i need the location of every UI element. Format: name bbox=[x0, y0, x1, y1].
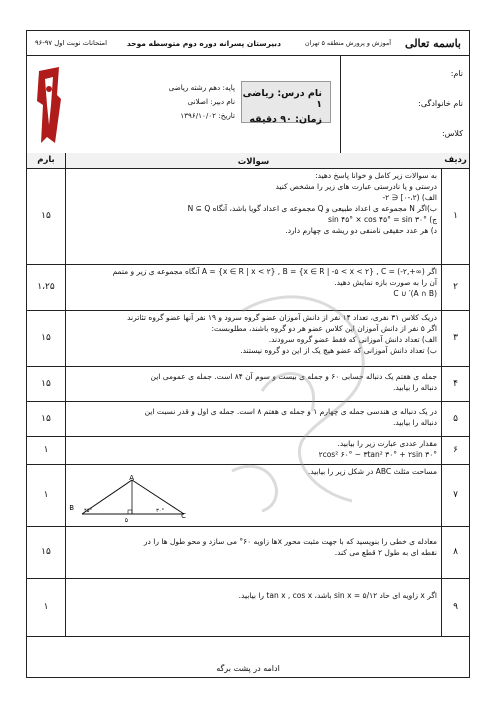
question-number: ۸ bbox=[441, 526, 469, 578]
question-line: د) هر عدد حقیقی نامنفی دو ریشه ی چهارم دارد. bbox=[285, 226, 437, 235]
question-line: دنباله را بیابید. bbox=[392, 383, 437, 392]
school-name: دبیرستان پسرانه دوره دوم متوسطه موحد bbox=[126, 38, 281, 48]
question-score: ۱ bbox=[43, 602, 49, 612]
question-score: ۱۵ bbox=[41, 333, 51, 343]
header-score: بارم bbox=[27, 153, 65, 168]
teacher: نام دبیر: اصلانی bbox=[187, 97, 235, 106]
exam-sheet bbox=[26, 30, 470, 678]
question-line: ب) تعداد دانش آموزانی که عضو هیچ یک از این دو گروه نیستند. bbox=[240, 346, 437, 355]
question-line: اگر x زاویه ای حاد sin x = ۵/۱۲ باشد، tan x , cos x را بیابید. bbox=[238, 591, 437, 600]
question-number: ۱ bbox=[441, 168, 469, 264]
question-line: اگر A = {x ∈ R | x < ۲} , B = {x ∈ R | -۵ < x < ۲} , C = (-۲,+∞) آنگاه مجموعه ی زیر و متمم bbox=[112, 267, 437, 276]
question-score: ۱ bbox=[43, 490, 49, 500]
exam-name: امتحانات نوبت اول ۹۷-۹۶ bbox=[35, 39, 108, 47]
continue-note: ادامه در پشت برگه bbox=[216, 664, 280, 673]
exam-time: زمان: ۹۰ دقیقه bbox=[249, 114, 322, 125]
question-text bbox=[65, 168, 442, 264]
question-line: الف) (۲،-۰] ∈ ۲- bbox=[382, 193, 437, 202]
angle-label-45: ۴۵° bbox=[84, 508, 92, 514]
question-line: نقطه ای به طول ۲ قطع می کند. bbox=[334, 548, 437, 557]
name-label: نام: bbox=[450, 69, 463, 78]
angle-label-30: ۳۰° bbox=[156, 508, 164, 514]
family-label: نام خانوادگی: bbox=[418, 99, 463, 108]
table-header bbox=[27, 153, 469, 169]
question-line: الف) تعداد دانش آموزانی که فقط عضو گروه سرودند. bbox=[268, 335, 437, 344]
question-line: اگر ۵ نفر از دانش آموزان این کلاس عضو هر دو گروه باشند، مطلوبست: bbox=[211, 324, 437, 333]
question-number: ۳ bbox=[441, 310, 469, 366]
question-line: دنباله را بیابید. bbox=[392, 418, 437, 427]
school-logo bbox=[35, 65, 63, 145]
course-title: نام درس: ریاضی ۱ bbox=[242, 88, 322, 110]
organization: آموزش و پرورش منطقه ۵ تهران bbox=[304, 39, 392, 47]
question-score: ۱۵ bbox=[41, 211, 51, 221]
table-row bbox=[27, 168, 469, 265]
question-line: معادله ی خطی را بنویسید که با جهت مثبت محور xها زاویه ۶۰° می سازد و محو طول ها را در bbox=[143, 537, 437, 546]
question-score: ۱۵ bbox=[41, 547, 51, 557]
triangle-figure bbox=[69, 474, 192, 524]
side-label: ۵ bbox=[124, 517, 128, 524]
question-line: (A ∩ B)′ ∪ C bbox=[393, 289, 437, 298]
question-line: در یک دنباله ی هندسی جمله ی چهارم ۱ و جمله ی هفتم ۸ است. جمله ی اول و قدر نسبت این bbox=[144, 407, 437, 416]
question-line: مساحت مثلث ABC در شکل زیر را بیابید. bbox=[307, 467, 437, 476]
question-number: ۵ bbox=[441, 401, 469, 436]
vertex-label-b: B bbox=[69, 504, 74, 512]
question-number: ۴ bbox=[441, 366, 469, 401]
question-score: ۱ bbox=[43, 445, 49, 455]
question-line: درستی و یا نادرستی عبارت های زیر را مشخص کنید bbox=[275, 182, 437, 191]
question-text bbox=[65, 526, 442, 578]
question-line: به سوالات زیر کامل و خوانا پاسخ دهید: bbox=[315, 171, 437, 180]
question-line: دریک کلاس ۳۱ نفری، تعداد ۱۴ نفر از دانش آموزان عضو گروه سرود و ۱۹ نفر آنها عضو گروه تئاترند bbox=[127, 313, 437, 322]
question-score: ۱۵ bbox=[41, 413, 51, 424]
question-line: مقدار عددی عبارت زیر را بیابید. bbox=[337, 439, 437, 448]
question-number: ۶ bbox=[441, 436, 469, 464]
vertex-label-a: A bbox=[129, 474, 134, 482]
question-text bbox=[65, 578, 442, 636]
grade: پایه: دهم رشته ریاضی bbox=[168, 83, 235, 92]
question-number: ۲ bbox=[441, 264, 469, 310]
table-row bbox=[27, 526, 469, 579]
question-line: ۲cos² ۶۰° − ۳tan² ۳۰° + ۲sin ۳۰° bbox=[318, 450, 437, 459]
question-score: ۱۵ bbox=[41, 378, 51, 389]
header-questions: سوالات bbox=[65, 153, 442, 168]
question-score: ۱،۲۵ bbox=[37, 282, 55, 292]
question-line: ب)اگر N مجموعه ی اعداد طبیعی و Q مجموعه ی اعداد گویا باشد، آنگاه N ⊆ Q bbox=[187, 204, 437, 213]
exam-date: تاریخ: ۱۳۹۶/۱۰/۰۲ bbox=[180, 111, 235, 120]
class-label: کلاس: bbox=[441, 129, 463, 138]
basmala: باسمه تعالی bbox=[405, 36, 461, 50]
question-line: ج) sin ۴۵° × cos ۴۵° = sin ۳۰° bbox=[328, 215, 437, 224]
table-row bbox=[27, 578, 469, 637]
course-title-box bbox=[241, 81, 331, 123]
header-number: ردیف bbox=[441, 153, 469, 168]
course-details bbox=[151, 81, 235, 123]
course-info bbox=[151, 81, 331, 129]
student-info bbox=[340, 55, 469, 153]
question-number: ۷ bbox=[441, 464, 469, 526]
question-number: ۹ bbox=[441, 578, 469, 636]
question-line: آن را به صورت بازه نمایش دهید. bbox=[334, 278, 437, 287]
question-line: جمله ی هفتم یک دنباله حسابی ۶۰ و جمله ی بیست و سوم آن ۸۴ است. جمله ی عمومی این bbox=[150, 372, 437, 381]
school-watermark bbox=[202, 271, 402, 521]
vertex-label-c: C bbox=[181, 512, 186, 520]
top-strip bbox=[27, 31, 469, 56]
exam-header bbox=[27, 55, 469, 154]
